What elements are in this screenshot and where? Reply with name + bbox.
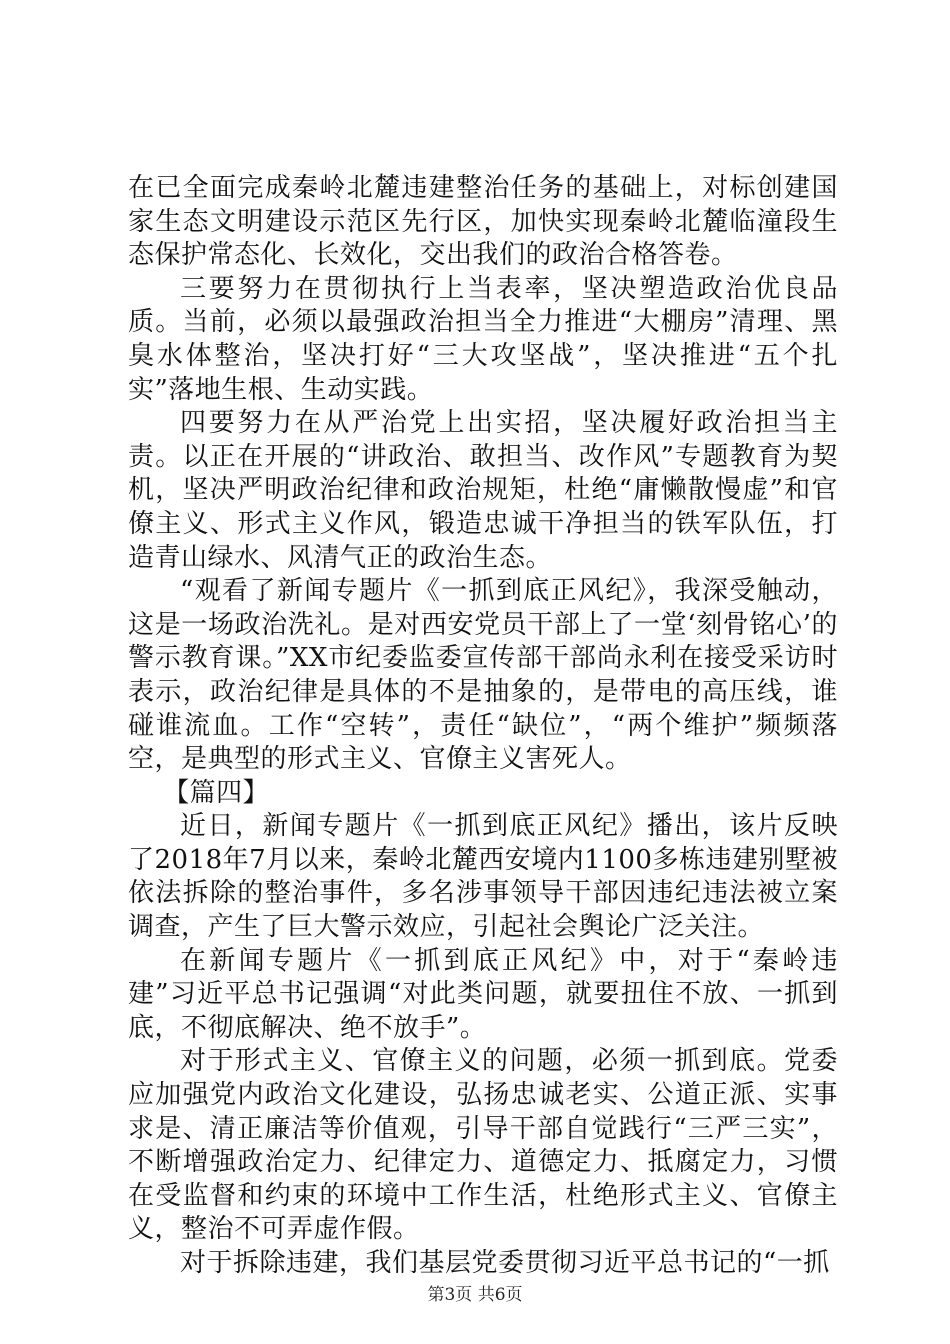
paragraph-instruction: 在新闻专题片《一抓到底正风纪》中，对于“秦岭违建”习近平总书记强调“对此类问题，就要扭住不放、一抓到底，不彻底解决、绝不放手”。	[128, 945, 838, 1043]
section-heading: 【篇四】	[163, 777, 270, 808]
paragraph-point-three: 三要努力在贯彻执行上当表率，坚决塑造政治优良品质。当前，必须以最强政治担当全力推进“大棚房”清理、黑臭水体整治，坚决打好“三大攻坚战”，坚决推进“五个扎实”落地生根、生动实践。	[128, 273, 838, 405]
paragraph-demolition: 对于拆除违建，我们基层党委贯彻习近平总书记的“一抓	[180, 1248, 830, 1278]
page-number-footer: 第3页 共6页	[427, 1285, 523, 1305]
document-body	[128, 172, 838, 1281]
paragraph-intro: 近日，新闻专题片《一抓到底正风纪》播出，该片反映了2018年7月以来，秦岭北麓西安境内1100多栋违建别墅被依法拆除的整治事件，多名涉事领导干部因违纪违法被立案调查，产生了巨大警示效应，引起社会舆论广泛关注。	[128, 811, 838, 943]
paragraph-formalism: 对于形式主义、官僚主义的问题，必须一抓到底。党委应加强党内政治文化建设，弘扬忠诚老实、公道正派、实事求是、清正廉洁等价值观，引导干部自觉践行“三严三实”，不断增强政治定力、纪律定力、道德定力、抵腐定力，习惯在受监督和约束的环境中工作生活，杜绝形式主义、官僚主义，整治不可弄虚作假。	[128, 1046, 838, 1245]
paragraph-continuation: 在已全面完成秦岭北麓违建整治任务的基础上，对标创建国家生态文明建设示范区先行区，加快实现秦岭北麓临潼段生态保护常态化、长效化，交出我们的政治合格答卷。	[128, 173, 838, 271]
paragraph-point-four: 四要努力在从严治党上出实招，坚决履好政治担当主责。以正在开展的“讲政治、敢担当、改作风”专题教育为契机，坚决严明政治纪律和政治规矩，杜绝“庸懒散慢虚”和官僚主义、形式主义作风，锻造忠诚干净担当的铁军队伍，打造青山绿水、风清气正的政治生态。	[128, 408, 838, 573]
paragraph-quote: “观看了新闻专题片《一抓到底正风纪》，我深受触动，这是一场政治洗礼。是对西安党员干部上了一堂‘刻骨铭心’的警示教育课。”XX市纪委监委宣传部干部尚永利在接受采访时表示，政治纪律是具体的不是抽象的，是带电的高压线，谁碰谁流血。工作“空转”，责任“缺位”，“两个维护”频频落空，是典型的形式主义、官僚主义害死人。	[128, 576, 838, 775]
